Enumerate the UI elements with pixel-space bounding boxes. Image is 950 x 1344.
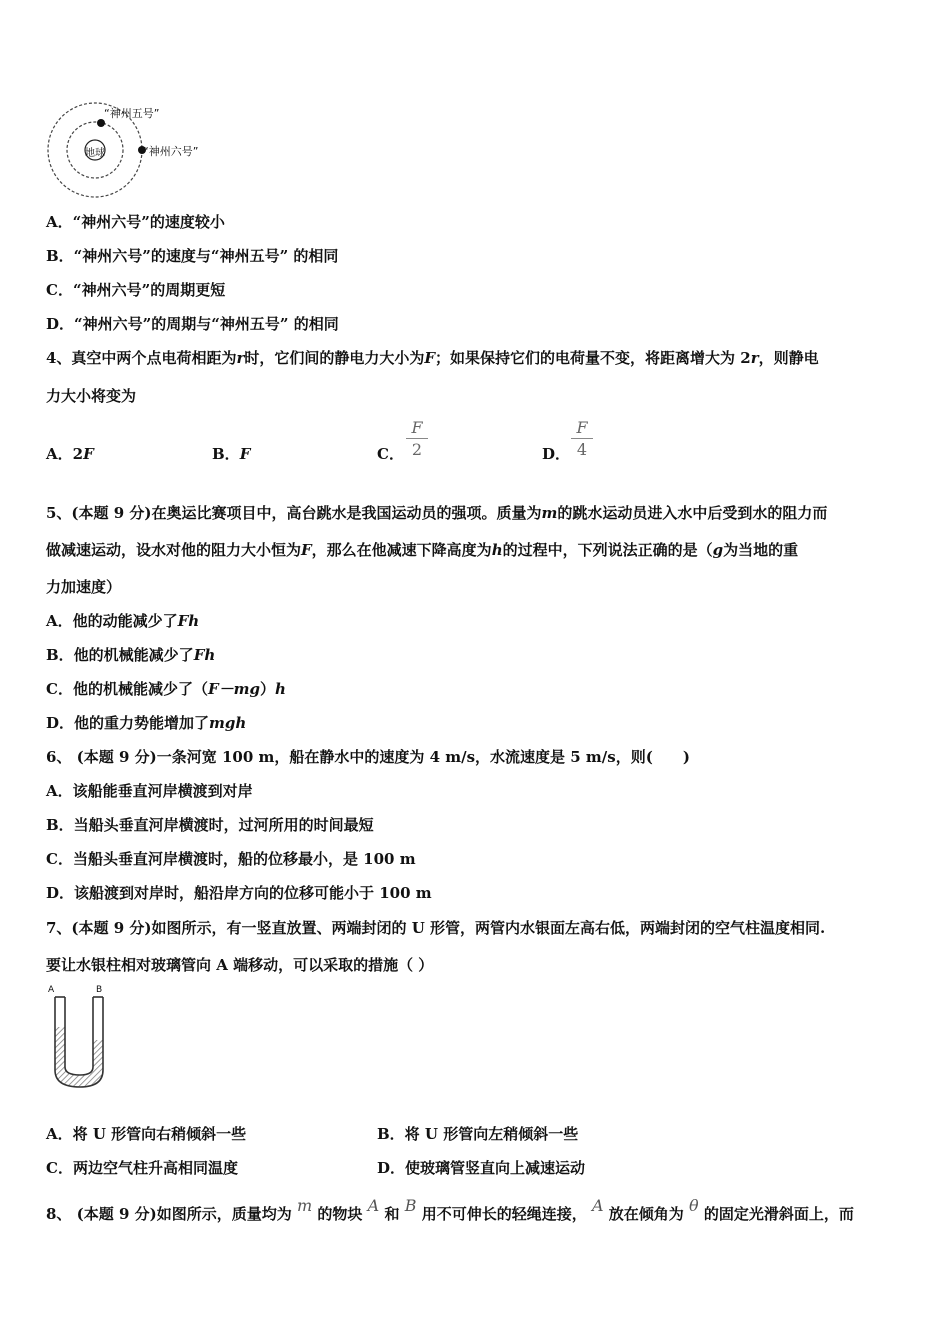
q8-var-a2: A — [591, 1196, 604, 1215]
q6-stem: 6、 (本题 9 分)一条河宽 100 m，船在静水中的速度为 4 m/s，水流速度是 5 m/s，则( ) — [46, 748, 690, 766]
q5-option-a — [46, 611, 199, 631]
q4-stem-line1 — [46, 348, 819, 368]
q8-text: 用不可伸长的轻绳连接， — [421, 1205, 587, 1223]
q4-stem-part1: 4、真空中两个点电荷相距为 — [46, 349, 237, 367]
q4-option-a-f: F — [83, 445, 94, 463]
u-tube-figure — [44, 985, 114, 1095]
q7-option-b: B．将 U 形管向左稍倾斜一些 — [377, 1125, 579, 1143]
satellite-5-label: “神州五号” — [104, 107, 160, 120]
q4-var-r2: r — [750, 349, 759, 367]
q8-text: 的物块 — [317, 1205, 363, 1223]
q4-var-r: r — [236, 349, 245, 367]
q4-option-b — [212, 444, 250, 464]
q4-option-d-fraction — [571, 418, 593, 459]
q5-option-c — [46, 679, 286, 699]
q6-option-c: C．当船头垂直河岸横渡时，船的位移最小，是 100 m — [46, 850, 416, 868]
q3-option-a: A．“神州六号”的速度较小 — [46, 213, 225, 231]
q4-option-c-label: C． — [377, 445, 404, 463]
tube-label-a: A — [48, 985, 55, 995]
q4-stem-part2: 时，它们间的静电力大小为 — [244, 349, 425, 367]
q4-option-d-label: D． — [542, 445, 571, 463]
q5-option-b-text: B．他的机械能减少了 — [46, 646, 194, 664]
q5-text: 做减速运动，设水对他的阻力大小恒为 — [46, 541, 302, 559]
q7-stem-line1: 7、(本题 9 分)如图所示，有一竖直放置、两端封闭的 U 形管，两管内水银面左高右低，两端封闭的空气柱温度相同. — [46, 919, 826, 937]
q7-option-c: C．两边空气柱升高相同温度 — [46, 1159, 238, 1177]
q5-var-f: F — [301, 541, 312, 559]
q5-option-c-expr: F－mg — [207, 680, 260, 698]
q5-var-h: h — [491, 541, 503, 559]
q4-option-c-denominator: 2 — [411, 440, 423, 459]
q5-option-c-h: h — [274, 680, 286, 698]
q7-stem-line2: 要让水银柱相对玻璃管向 A 端移动，可以采取的措施（ ） — [46, 956, 434, 974]
q5-var-m: m — [541, 504, 558, 522]
q4-option-a-label: A．2 — [46, 445, 84, 463]
q8-text: 的固定光滑斜面上，而 — [703, 1205, 854, 1223]
fraction-bar — [406, 438, 428, 439]
q4-option-c-fraction — [406, 418, 428, 459]
q4-option-a — [46, 444, 94, 464]
q4-stem-line2: 力大小将变为 — [46, 387, 137, 405]
q4-option-d-numerator: F — [576, 418, 588, 437]
q5-option-a-text: A．他的动能减少了 — [46, 612, 178, 630]
q3-option-b: B．“神州六号”的速度与“神州五号” 的相同 — [46, 247, 339, 265]
q6-option-a: A．该船能垂直河岸横渡到对岸 — [46, 782, 253, 800]
earth-label: 地球 — [85, 148, 105, 159]
q5-stem-line2 — [46, 540, 798, 560]
mercury-column — [55, 1027, 103, 1087]
q4-stem-part3: ；如果保持它们的电荷量不变，将距离增大为 2 — [435, 349, 751, 367]
orbit-figure — [44, 100, 214, 200]
q5-text: 为当地的重 — [723, 541, 799, 559]
q8-text: 和 — [384, 1205, 400, 1223]
q5-text: ，那么在他减速下降高度为 — [311, 541, 492, 559]
q3-option-c: C．“神州六号”的周期更短 — [46, 281, 226, 299]
q4-option-b-f: F — [239, 445, 251, 463]
q4-var-f: F — [424, 349, 436, 367]
q5-option-c-paren: ） — [259, 680, 275, 698]
q5-text: 的过程中，下列说法正确的是（ — [502, 541, 713, 559]
q8-var-a: A — [367, 1196, 380, 1215]
q6-option-b: B．当船头垂直河岸横渡时，过河所用的时间最短 — [46, 816, 374, 834]
q8-text: 8、 (本题 9 分)如图所示，质量均为 — [46, 1205, 292, 1223]
q4-stem-part4: ，则静电 — [758, 349, 819, 367]
q5-stem-line3: 力加速度） — [46, 578, 122, 596]
q5-text: 的跳水运动员进入水中后受到水的阻力而 — [557, 504, 828, 522]
fraction-bar — [571, 438, 593, 439]
u-tube-diagram — [44, 985, 114, 1095]
q3-option-d: D．“神州六号”的周期与“神州五号” 的相同 — [46, 315, 339, 333]
q8-var-theta: θ — [688, 1196, 699, 1215]
q8-stem — [46, 1196, 854, 1224]
q4-option-c-numerator: F — [411, 418, 423, 437]
tube-label-b: B — [96, 985, 103, 995]
q5-text: 5、(本题 9 分)在奥运比赛项目中，高台跳水是我国运动员的强项。质量为 — [46, 504, 542, 522]
q5-stem-line1 — [46, 503, 827, 523]
q4-option-d-denominator: 4 — [576, 440, 588, 459]
q5-option-b-expr: Fh — [193, 646, 216, 664]
q5-option-c-text: C．他的机械能减少了（ — [46, 680, 208, 698]
q7-option-d: D．使玻璃管竖直向上减速运动 — [377, 1159, 586, 1177]
q5-option-d-expr: mgh — [209, 714, 247, 732]
q8-var-b: B — [404, 1196, 417, 1215]
satellite-6-label: “神州六号” — [143, 145, 199, 158]
q5-var-g: g — [712, 541, 724, 559]
q8-text: 放在倾角为 — [608, 1205, 684, 1223]
u-tube-inner-wall — [65, 997, 93, 1075]
q5-option-d-text: D．他的重力势能增加了 — [46, 714, 210, 732]
q4-option-b-label: B． — [212, 445, 240, 463]
q6-option-d: D．该船渡到对岸时，船沿岸方向的位移可能小于 100 m — [46, 884, 432, 902]
q5-option-b — [46, 645, 215, 665]
q8-var-m: m — [296, 1196, 313, 1215]
q7-option-a: A．将 U 形管向右稍倾斜一些 — [46, 1125, 247, 1143]
q5-option-d — [46, 713, 246, 733]
q5-option-a-expr: Fh — [177, 612, 200, 630]
